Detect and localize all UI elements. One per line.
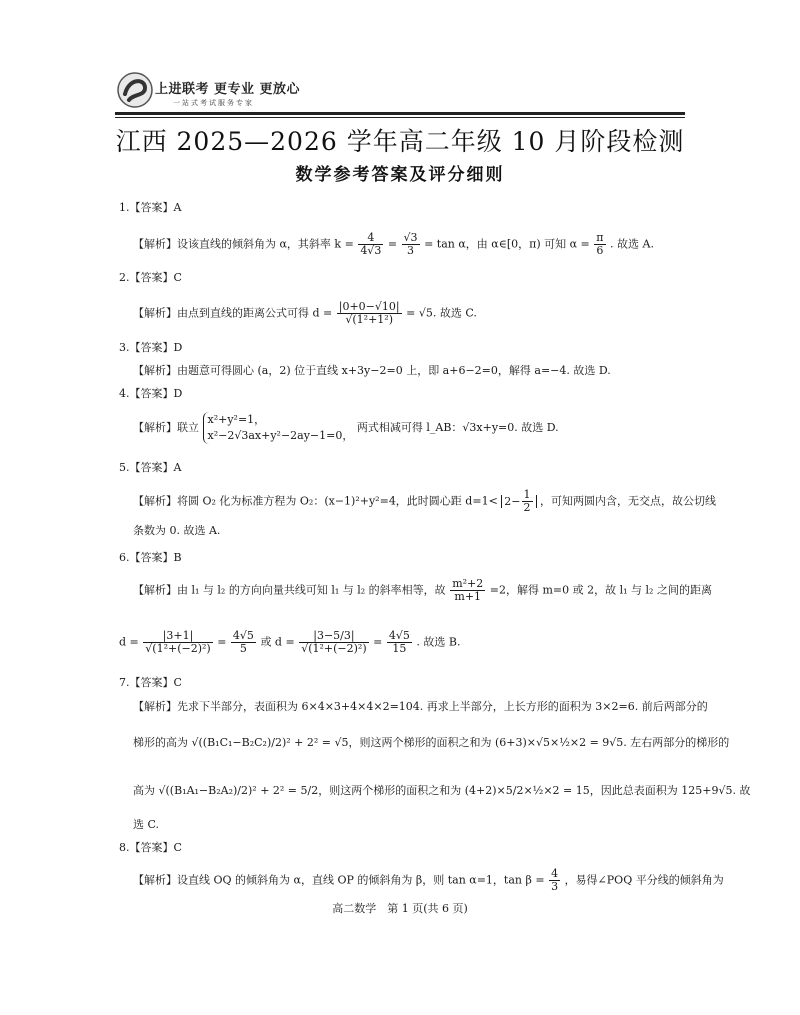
header	[115, 68, 685, 118]
explanation-line: 梯形的高为 √((B₁C₁−B₂C₂)/2)² + 2² = √5，则这两个梯形的面积之和为 (6+3)×√5×½×2 = 9√5. 左右两部分的梯形的	[133, 736, 730, 749]
explanation-line: 【解析】将圆 O₂ 化为标准方程为 O₂：(x−1)²+y²=4，此时圆心距 d=1< 2− $\frac{1}{2}$ ，可知两圆内含，无交点，故公切线	[133, 488, 717, 514]
explanation-line: 【解析】由点到直线的距离公式可得 d = $\frac{|0+0-√10|}{\text{√(1²+1²)}}$ = √5. 故选 C.	[133, 300, 477, 326]
explanation-line: 【解析】先求下半部分，表面积为 6×4×3+4×4×2=104. 再求上半部分，上长方形的面积为 3×2=6. 前后两部分的	[133, 700, 708, 713]
brand-name: 上进联考 更专业 更放心	[155, 82, 301, 97]
fraction: $\frac{\text{m²+2}}{m+1}$	[452, 577, 484, 603]
explanation-line: 【解析】联立 x²+y²=1， x²−2√3ax+y²−2ay−1=0， 两式相减可得 l_AB：√3x+y=0. 故选 D.	[133, 413, 559, 442]
fraction: $\frac{1}{2}$	[523, 488, 531, 514]
explanation-line: 选 C.	[133, 818, 160, 831]
fraction: $\frac{|0+0-√10|}{\text{√(1²+1²)}}$	[338, 300, 400, 326]
answer-label: 1.【答案】A	[119, 201, 182, 214]
fraction: $\frac{4√5}{5}$	[232, 629, 254, 655]
page-subtitle: 数学参考答案及评分细则	[295, 165, 505, 185]
equation-system: x²+y²=1， x²−2√3ax+y²−2ay−1=0，	[203, 412, 354, 444]
fraction: $\frac{√3}{3}$	[403, 231, 418, 257]
explanation-line: 【解析】由 l₁ 与 l₂ 的方向向量共线可知 l₁ 与 l₂ 的斜率相等，故 $\frac{\text{m²+2}}{m+1}$ =2，解得 m=0 或 2，故 l₁ 与 l₂ 之间的距离	[133, 577, 712, 603]
page-footer: 高二数学 第 1 页(共 6 页)	[332, 902, 468, 915]
fraction: $\frac{4}{3}$	[551, 867, 559, 893]
explanation-line: d = $\frac{|3+1|}{\text{√(1²+(−2)²)}}$ = $\frac{4√5}{5}$ 或 d = $\frac{|3-5/3|}{\text{√(1²+(−2)²)}}$ = $\frac{4√5}{15}$ . 故选 B.	[119, 629, 461, 655]
header-rule	[115, 112, 685, 115]
explanation-line: 【解析】设该直线的倾斜角为 α，其斜率 k = $\frac{4}{4√3}$ = $\frac{√3}{3}$ = tan α，由 α∈[0，π) 可知 α = $\frac{\pi}{6}$ . 故选 A.	[133, 231, 654, 257]
brand-tagline: 一站式考试服务专家	[173, 99, 254, 107]
answer-label: 4.【答案】D	[119, 387, 183, 400]
header-rule-thin	[115, 117, 685, 118]
fraction: $\frac{4√5}{15}$	[388, 629, 410, 655]
answer-label: 3.【答案】D	[119, 341, 183, 354]
page-title: 江西 2025—2026 学年高二年级 10 月阶段检测	[115, 127, 685, 156]
fraction: $\frac{\pi}{6}$	[596, 231, 604, 257]
explanation-line: 【解析】由题意可得圆心 (a，2) 位于直线 x+3y−2=0 上，即 a+6−2=0，解得 a=−4. 故选 D.	[133, 364, 611, 377]
explanation-line: 【解析】设直线 OQ 的倾斜角为 α，直线 OP 的倾斜角为 β，则 tan α=1，tan β = $\frac{4}{3}$ ，易得∠POQ 平分线的倾斜角为	[133, 867, 724, 893]
fraction: $\frac{|3-5/3|}{\text{√(1²+(−2)²)}}$	[301, 629, 367, 655]
answer-label: 5.【答案】A	[119, 461, 182, 474]
fraction: $\frac{|3+1|}{\text{√(1²+(−2)²)}}$	[145, 629, 211, 655]
answer-label: 2.【答案】C	[119, 271, 182, 284]
absolute-value: 2− $\frac{1}{2}$	[501, 495, 536, 508]
explanation-line: 高为 √((B₁A₁−B₂A₂)/2)² + 2² = 5/2，则这两个梯形的面积之和为 (4+2)×5/2×½×2 = 15，因此总表面积为 125+9√5. 故	[133, 784, 751, 797]
explanation-line: 条数为 0. 故选 A.	[133, 524, 221, 537]
answer-label: 6.【答案】B	[119, 551, 182, 564]
answer-label: 8.【答案】C	[119, 841, 182, 854]
fraction: $\frac{4}{4√3}$	[360, 231, 382, 257]
logo-icon	[115, 68, 159, 112]
answer-label: 7.【答案】C	[119, 676, 182, 689]
